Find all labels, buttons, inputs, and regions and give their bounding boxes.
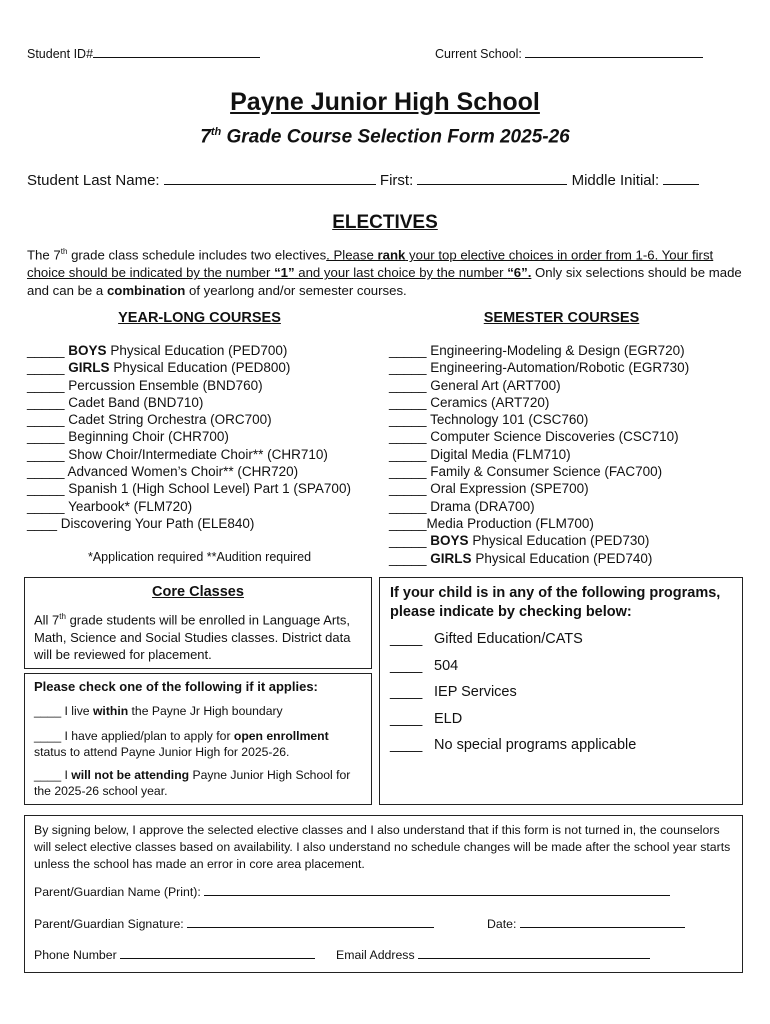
- course-name: Yearbook* (FLM720): [68, 498, 193, 514]
- phone-line[interactable]: [120, 948, 315, 959]
- rank-blank[interactable]: _____: [27, 394, 69, 410]
- current-school-line[interactable]: [525, 47, 703, 58]
- course-name: Cadet String Orchestra (ORC700): [68, 412, 272, 428]
- rank-blank[interactable]: _____: [27, 343, 69, 358]
- requirement-note: *Application required **Audition required: [87, 550, 312, 564]
- semester-heading: SEMESTER COURSES: [483, 310, 640, 326]
- course-option[interactable]: [389, 480, 689, 497]
- rank-blank[interactable]: _____: [27, 498, 69, 514]
- program-name: ELD: [434, 710, 463, 727]
- rank-blank[interactable]: _____: [389, 377, 431, 393]
- option-within-boundary[interactable]: ____ I live within the Payne Jr High boundary: [34, 704, 283, 718]
- course-emphasis: GIRLS: [430, 550, 472, 566]
- course-name: Percussion Ensemble (BND760): [68, 377, 263, 393]
- program-name: 504: [434, 657, 459, 674]
- course-name: Digital Media (FLM710): [430, 446, 571, 462]
- rank-blank[interactable]: _____: [389, 550, 431, 566]
- electives-instructions: The 7th grade class schedule includes two electives. Please rank your top elective choices in order from 1-6. Your first choice should be indicated by the number “1” and your last choice by the number “6”. Only six selections should be made and can be a combination of yearlong and/or semester courses.: [27, 247, 742, 299]
- guardian-signature-line[interactable]: [187, 917, 434, 928]
- program-check-blank[interactable]: ____: [390, 710, 423, 727]
- program-check-blank[interactable]: ____: [390, 684, 423, 700]
- year-long-list: [27, 342, 351, 532]
- course-name: Engineering-Modeling & Design (EGR720): [430, 343, 685, 358]
- program-name: No special programs applicable: [434, 737, 637, 753]
- course-option[interactable]: [27, 480, 351, 497]
- program-check-blank[interactable]: ____: [390, 657, 423, 674]
- core-classes-title: Core Classes: [152, 584, 244, 600]
- course-option[interactable]: [27, 463, 351, 480]
- rank-blank[interactable]: _____: [389, 429, 431, 445]
- course-option[interactable]: [27, 428, 351, 445]
- rank-blank[interactable]: _____: [389, 498, 431, 514]
- course-option[interactable]: [389, 428, 689, 445]
- program-check-blank[interactable]: ____: [390, 737, 423, 753]
- course-name: Drama (DRA700): [430, 498, 535, 514]
- rank-blank[interactable]: ____: [27, 515, 61, 531]
- course-name: Ceramics (ART720): [430, 394, 550, 410]
- rank-blank[interactable]: _____: [27, 481, 69, 497]
- guardian-name-line[interactable]: [204, 885, 670, 896]
- first-name-line[interactable]: [417, 174, 567, 185]
- core-classes-box: [24, 577, 372, 669]
- course-name: Family & Consumer Science (FAC700): [430, 464, 663, 480]
- core-classes-text: All 7th grade students will be enrolled in Language Arts, Math, Science and Social Studies classes. District data will be reviewed for placement.: [34, 612, 351, 663]
- rank-blank[interactable]: _____: [389, 464, 431, 480]
- program-option[interactable]: [390, 626, 732, 653]
- special-programs-box: [379, 577, 743, 805]
- course-option[interactable]: [389, 394, 689, 411]
- course-option[interactable]: [27, 394, 351, 411]
- date-line[interactable]: [520, 917, 685, 928]
- rank-blank[interactable]: _____: [27, 412, 69, 428]
- course-name: Computer Science Discoveries (CSC710): [430, 429, 679, 445]
- course-name: Beginning Choir (CHR700): [68, 429, 229, 445]
- course-option[interactable]: [27, 377, 351, 394]
- year-long-heading: YEAR-LONG COURSES: [118, 310, 281, 326]
- course-emphasis: BOYS: [430, 533, 469, 549]
- current-school-field[interactable]: [435, 47, 703, 61]
- rank-blank[interactable]: _____: [389, 446, 431, 462]
- last-name-line[interactable]: [164, 174, 376, 185]
- course-option[interactable]: [389, 377, 689, 394]
- first-name-label: First:: [379, 172, 414, 189]
- course-option[interactable]: [27, 515, 351, 532]
- rank-blank[interactable]: _____: [27, 464, 68, 480]
- course-option[interactable]: [389, 498, 689, 515]
- course-name: Physical Education (PED740): [471, 550, 653, 566]
- student-id-field[interactable]: [27, 47, 260, 61]
- course-name: Spanish 1 (High School Level) Part 1 (SPA700): [68, 481, 351, 497]
- page-subtitle: 7th Grade Course Selection Form 2025-26: [200, 126, 570, 148]
- program-option[interactable]: [390, 679, 732, 706]
- course-option[interactable]: [389, 463, 689, 480]
- course-name: Show Choir/Intermediate Choir** (CHR710): [68, 446, 328, 462]
- middle-initial-line[interactable]: [663, 174, 699, 185]
- course-name: Media Production (FLM700): [426, 515, 594, 531]
- guardian-name-field[interactable]: Parent/Guardian Name (Print):: [34, 885, 670, 899]
- enrollment-status-box: [24, 673, 372, 805]
- special-programs-list: [380, 622, 742, 759]
- course-name: Oral Expression (SPE700): [430, 481, 589, 497]
- rank-blank[interactable]: _____: [27, 377, 69, 393]
- course-name: Cadet Band (BND710): [68, 394, 204, 410]
- course-option[interactable]: [27, 359, 351, 376]
- course-option[interactable]: [389, 446, 689, 463]
- course-option[interactable]: [389, 411, 689, 428]
- program-name: Gifted Education/CATS: [434, 631, 583, 647]
- page-title: Payne Junior High School: [230, 88, 540, 116]
- course-name: Engineering-Automation/Robotic (EGR730): [430, 360, 690, 376]
- rank-blank[interactable]: _____: [389, 515, 427, 531]
- course-option[interactable]: [27, 411, 351, 428]
- program-check-blank[interactable]: ____: [390, 631, 423, 647]
- rank-blank[interactable]: _____: [389, 394, 431, 410]
- middle-initial-label: Middle Initial:: [571, 172, 660, 189]
- course-name: General Art (ART700): [430, 377, 561, 393]
- rank-blank[interactable]: _____: [389, 481, 431, 497]
- program-option[interactable]: [390, 653, 732, 680]
- email-field[interactable]: Email Address: [336, 948, 650, 962]
- course-option[interactable]: [389, 532, 689, 549]
- course-name: Advanced Women’s Choir** (CHR720): [67, 464, 299, 480]
- course-emphasis: BOYS: [68, 343, 107, 358]
- rank-blank[interactable]: _____: [27, 446, 69, 462]
- course-option[interactable]: [389, 550, 689, 567]
- rank-blank[interactable]: _____: [389, 343, 431, 358]
- course-name: Physical Education (PED730): [468, 533, 650, 549]
- email-line[interactable]: [418, 948, 650, 959]
- current-school-label: Current School:: [435, 47, 522, 61]
- date-field[interactable]: Date:: [487, 917, 685, 931]
- rank-blank[interactable]: _____: [27, 429, 69, 445]
- option-open-enrollment[interactable]: ____ I have applied/plan to apply for open enrollment status to attend Payne Junior High for 2025-26.: [34, 729, 329, 759]
- student-name-row: [27, 172, 699, 189]
- rank-blank[interactable]: _____: [389, 360, 431, 376]
- consent-text: By signing below, I approve the selected elective classes and I also understand that if this form is not turned in, the counselors will select elective classes based on availability. I also understand no schedule changes will be made after the school year starts unless the school has made an error in core area placement.: [34, 823, 731, 871]
- course-name: Physical Education (PED800): [109, 360, 291, 376]
- signature-box: [24, 815, 743, 973]
- semester-list: [389, 342, 689, 567]
- rank-blank[interactable]: _____: [389, 533, 431, 549]
- course-option[interactable]: [389, 515, 689, 532]
- guardian-signature-field[interactable]: Parent/Guardian Signature:: [34, 917, 434, 931]
- electives-heading: ELECTIVES: [332, 212, 438, 233]
- rank-blank[interactable]: _____: [389, 412, 431, 428]
- course-option[interactable]: [389, 342, 689, 359]
- phone-field[interactable]: Phone Number: [34, 948, 315, 962]
- course-option[interactable]: [389, 359, 689, 376]
- course-name: Technology 101 (CSC760): [430, 412, 589, 428]
- course-name: Discovering Your Path (ELE840): [60, 515, 255, 531]
- program-option[interactable]: [390, 732, 732, 759]
- option-not-attending[interactable]: ____ I will not be attending Payne Junior High School for the 2025-26 school year.: [34, 768, 351, 798]
- course-option[interactable]: [27, 498, 351, 515]
- student-id-line[interactable]: [93, 47, 260, 58]
- rank-blank[interactable]: _____: [27, 360, 69, 376]
- enrollment-status-title: Please check one of the following if it applies:: [34, 679, 318, 694]
- program-option[interactable]: [390, 706, 732, 733]
- student-id-label: Student ID#: [27, 47, 94, 61]
- last-name-label: Student Last Name:: [27, 172, 160, 189]
- special-programs-title: If your child is in any of the following programs, please indicate by checking below:: [390, 585, 721, 620]
- course-option[interactable]: [27, 342, 351, 359]
- program-name: IEP Services: [434, 684, 517, 700]
- course-emphasis: GIRLS: [68, 360, 110, 376]
- course-option[interactable]: [27, 446, 351, 463]
- course-name: Physical Education (PED700): [106, 343, 288, 358]
